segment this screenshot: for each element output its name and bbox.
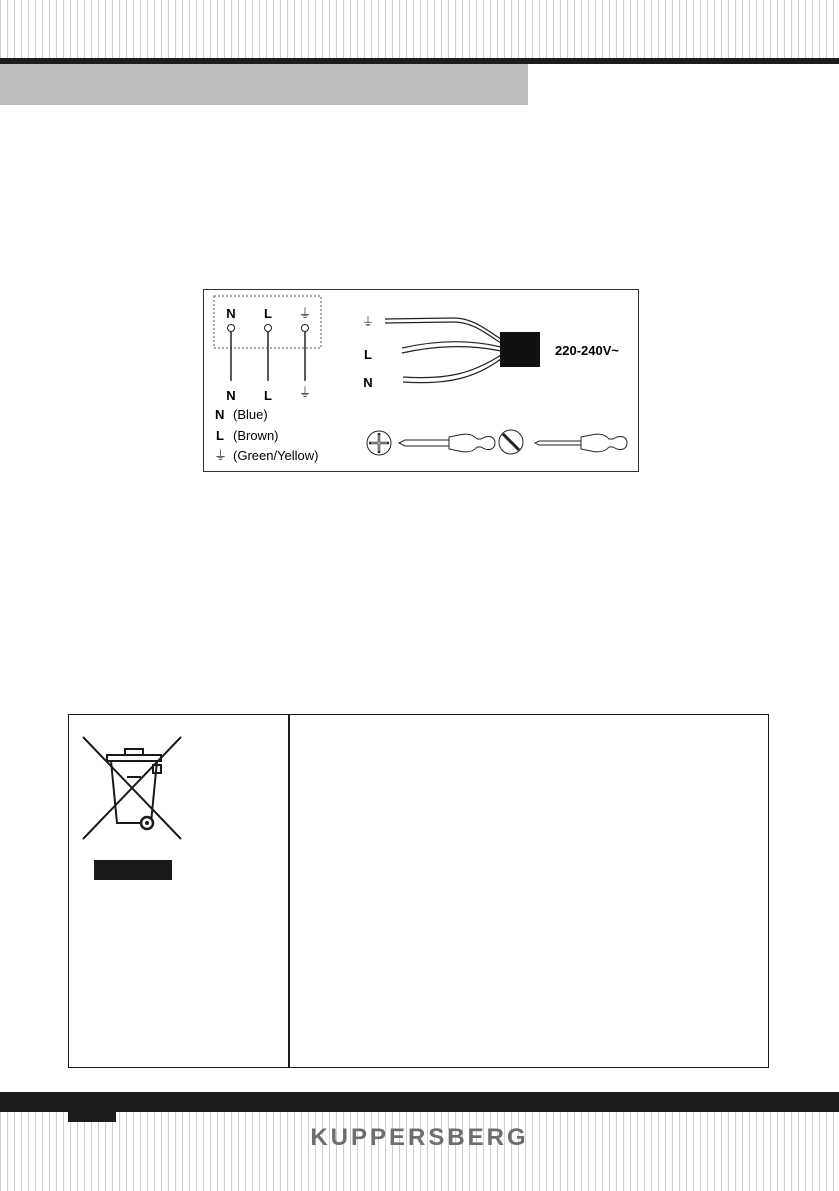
legend-text-brown: (Brown) xyxy=(233,428,279,443)
terminal-earth-icon: ⏚ xyxy=(298,306,312,321)
terminal-screw xyxy=(302,325,309,332)
voltage-label: 220-240V~ xyxy=(555,343,619,358)
legend-earth-icon: ⏚ xyxy=(214,448,228,463)
terminal-screw xyxy=(228,325,235,332)
wire-label-l: L xyxy=(264,388,272,403)
legend-text-blue: (Blue) xyxy=(233,407,268,422)
brand-logo: KUPPERSBERG xyxy=(310,1124,529,1151)
recycling-box-divider xyxy=(288,715,290,1067)
legend-symbol-l: L xyxy=(216,428,224,443)
wire-earth-icon: ⏚ xyxy=(298,385,312,400)
terminal-label-n: N xyxy=(226,306,236,321)
section-title-bar xyxy=(0,64,528,105)
cable-connector-block xyxy=(500,332,540,367)
header-stripe-pattern xyxy=(0,0,839,58)
recycling-info-box xyxy=(68,714,769,1068)
terminal-screw xyxy=(265,325,272,332)
wire-label-n: N xyxy=(226,388,236,403)
legend-symbol-n: N xyxy=(215,407,225,422)
terminal-label-l: L xyxy=(264,306,272,321)
crossed-out-wheelie-bin-icon xyxy=(81,735,185,841)
cable-label-l: L xyxy=(364,347,372,362)
cable-label-n: N xyxy=(363,375,373,390)
page-number-tab xyxy=(68,1112,116,1122)
weee-marking-bar xyxy=(94,860,172,880)
legend-text-green-yellow: (Green/Yellow) xyxy=(233,448,319,463)
footer-rule xyxy=(0,1092,839,1112)
wiring-diagram xyxy=(203,289,639,472)
cable-earth-icon: ⏚ xyxy=(361,315,375,329)
